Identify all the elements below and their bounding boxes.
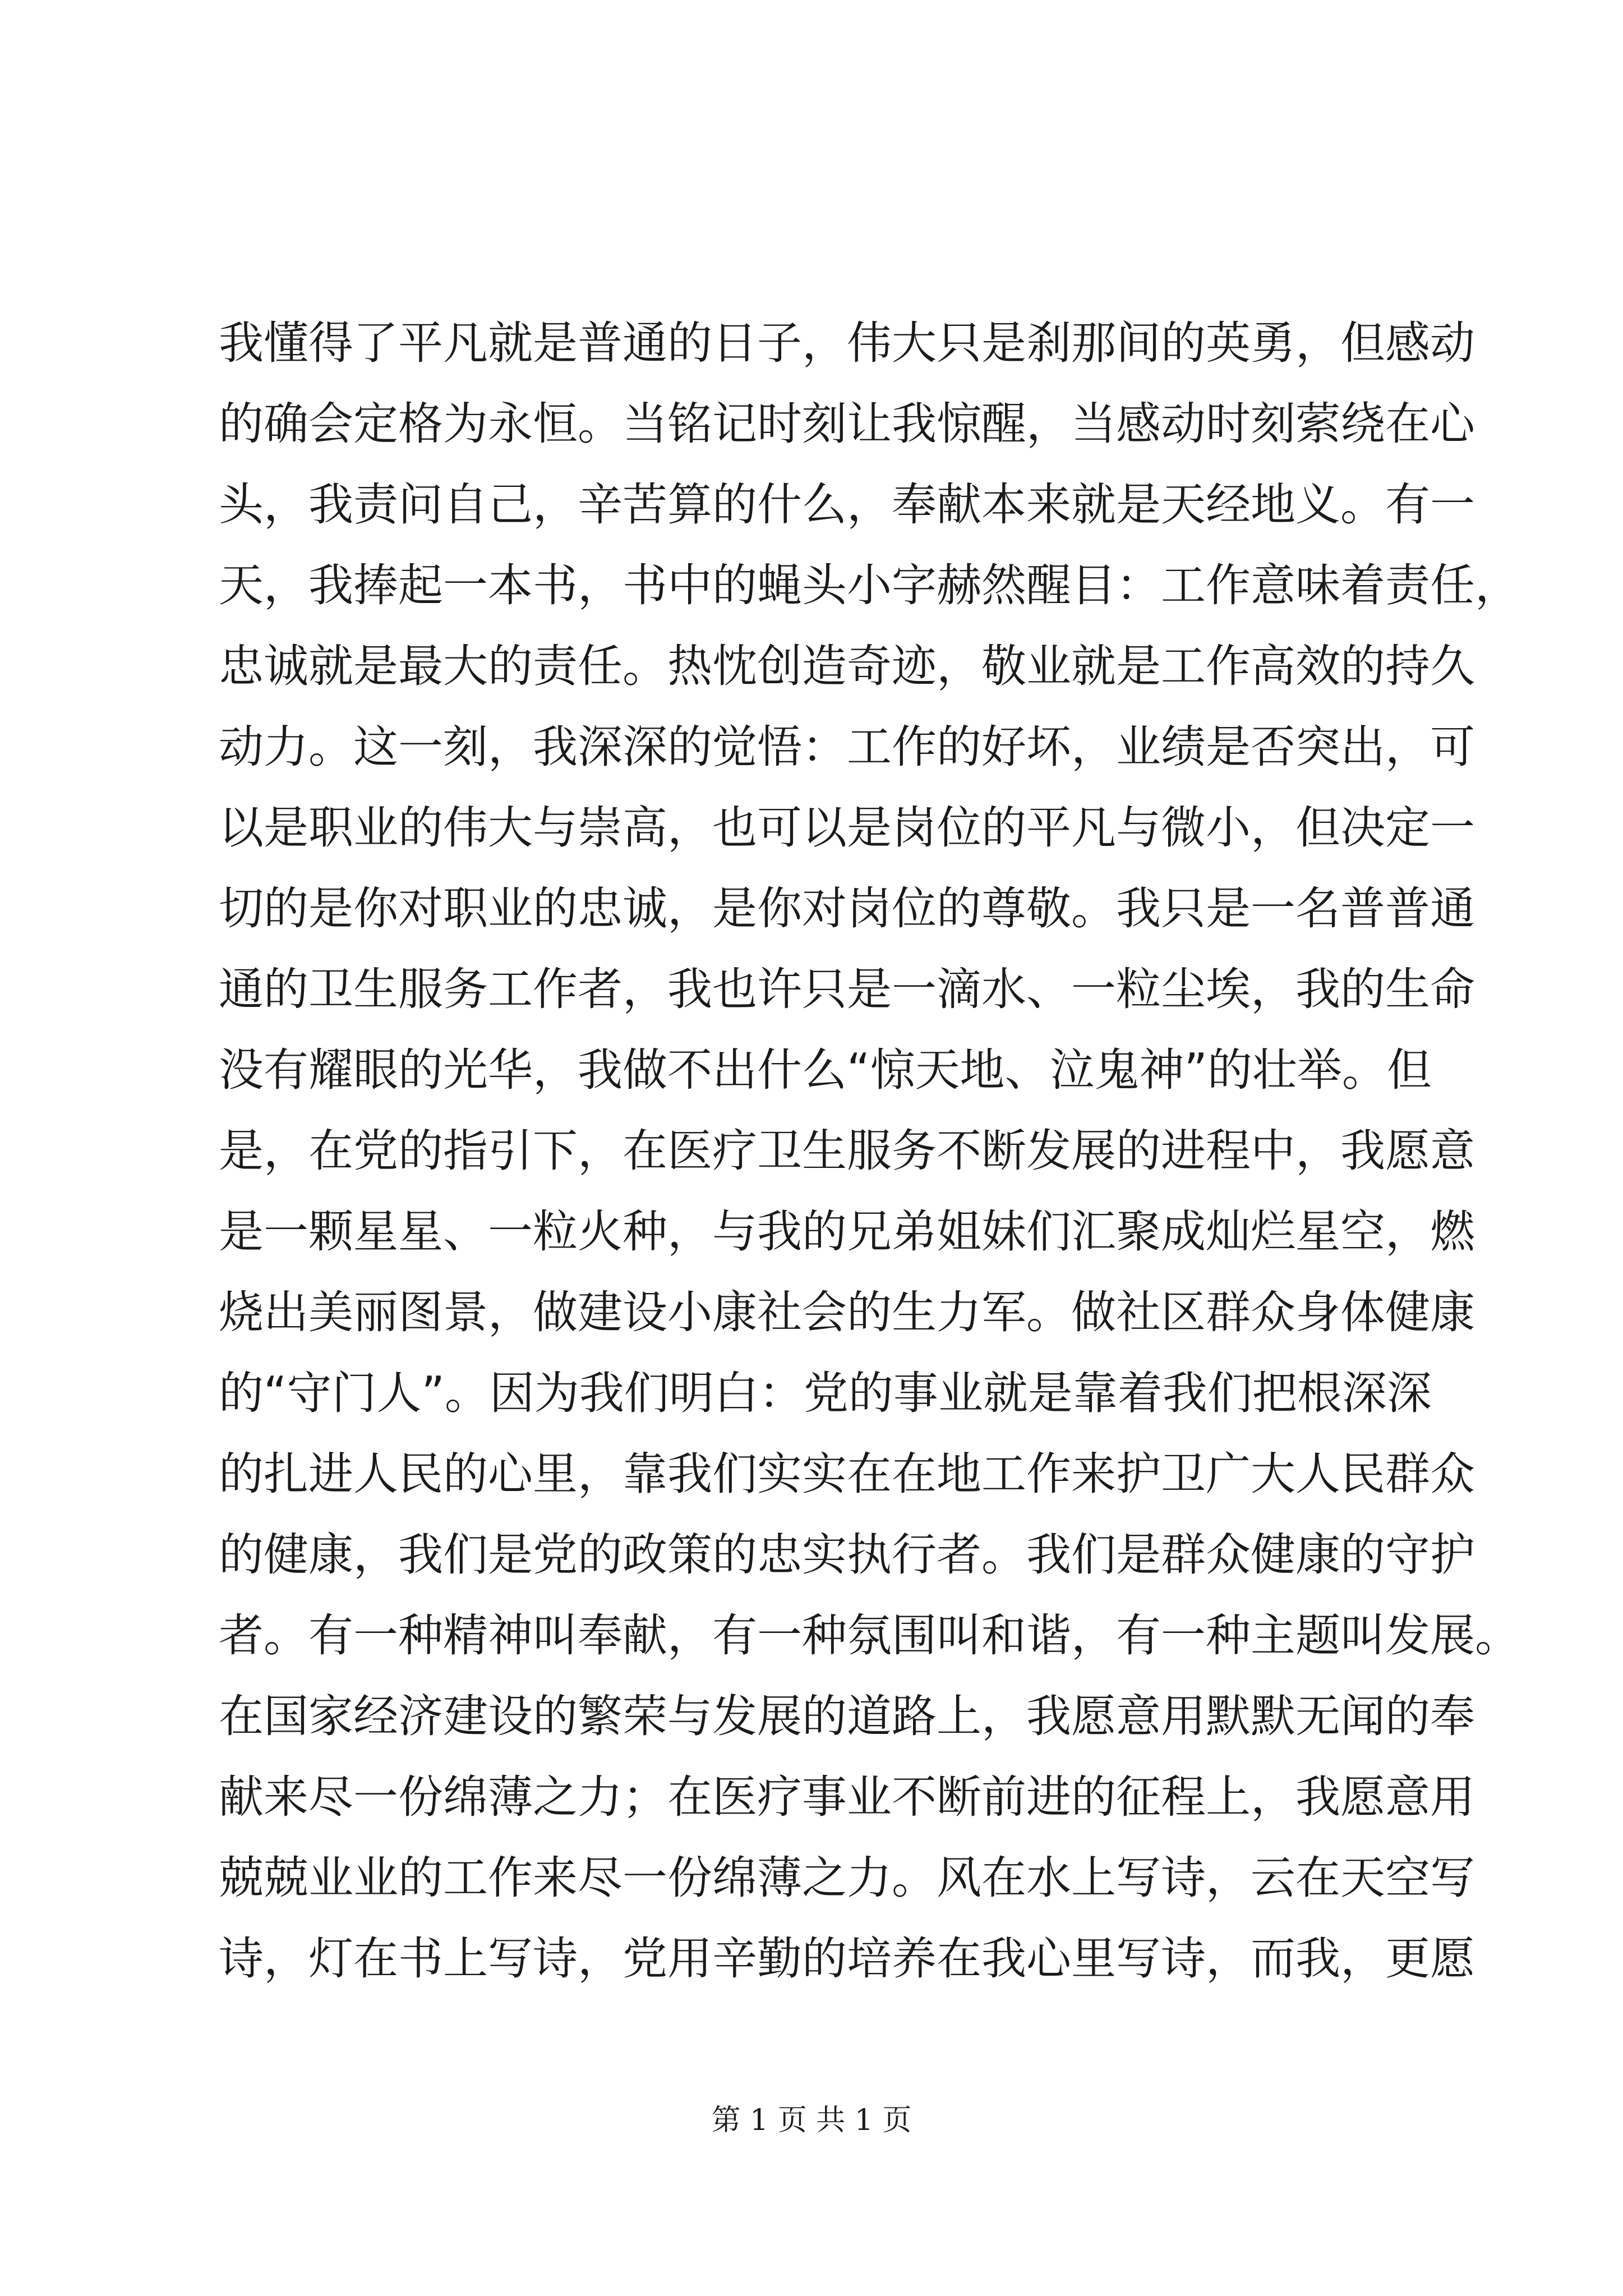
body-text: [219, 303, 1520, 1999]
text-line: 切的是你对职业的忠诚，是你对岗位的尊敬。我只是一名普普通: [219, 882, 1475, 935]
text-line: 者。有一种精神叫奉献，有一种氛围叫和谐，有一种主题叫发展。: [219, 1609, 1520, 1662]
text-line: 诗，灯在书上写诗，党用辛勤的培养在我心里写诗，而我，更愿: [219, 1932, 1475, 1985]
text-line: 没有耀眼的光华，我做不出什么“惊天地、泣鬼神”的壮举。但: [219, 1044, 1432, 1096]
text-line: 我懂得了平凡就是普通的日子，伟大只是刹那间的英勇，但感动: [219, 317, 1475, 369]
text-line: 头，我责问自己，辛苦算的什么，奉献本来就是天经地义。有一: [219, 478, 1475, 531]
text-line: 忠诚就是最大的责任。热忱创造奇迹，敬业就是工作高效的持久: [219, 640, 1475, 692]
text-line: 是，在党的指引下，在医疗卫生服务不断发展的进程中，我愿意: [219, 1125, 1475, 1177]
text-line: 的“守门人”。因为我们明白：党的事业就是靠着我们把根深深: [219, 1367, 1432, 1419]
page-number-label: 第 1 页 共 1 页: [711, 2104, 912, 2137]
text-line: 是一颗星星、一粒火种，与我的兄弟姐妹们汇聚成灿烂星空，燃: [219, 1205, 1475, 1258]
text-line: 烧出美丽图景，做建设小康社会的生力军。做社区群众身体健康: [219, 1286, 1475, 1338]
text-line: 天，我捧起一本书，书中的蝇头小字赫然醒目：工作意味着责任，: [219, 559, 1520, 611]
text-line: 兢兢业业的工作来尽一份绵薄之力。风在水上写诗，云在天空写: [219, 1852, 1475, 1904]
text-line: 通的卫生服务工作者，我也许只是一滴水、一粒尘埃，我的生命: [219, 963, 1475, 1015]
text-line: 动力。这一刻，我深深的觉悟：工作的好坏，业绩是否突出，可: [219, 721, 1475, 773]
text-line: 的确会定格为永恒。当铭记时刻让我惊醒，当感动时刻萦绕在心: [219, 398, 1475, 450]
text-line: 献来尽一份绵薄之力；在医疗事业不断前进的征程上，我愿意用: [219, 1771, 1475, 1823]
text-line: 在国家经济建设的繁荣与发展的道路上，我愿意用默默无闻的奉: [219, 1690, 1475, 1742]
text-line: 的扎进人民的心里，靠我们实实在在地工作来护卫广大人民群众: [219, 1448, 1475, 1500]
text-line: 以是职业的伟大与崇高，也可以是岗位的平凡与微小，但决定一: [219, 802, 1475, 854]
page-footer: [0, 2101, 1623, 2140]
text-line: 的健康，我们是党的政策的忠实执行者。我们是群众健康的守护: [219, 1529, 1475, 1581]
